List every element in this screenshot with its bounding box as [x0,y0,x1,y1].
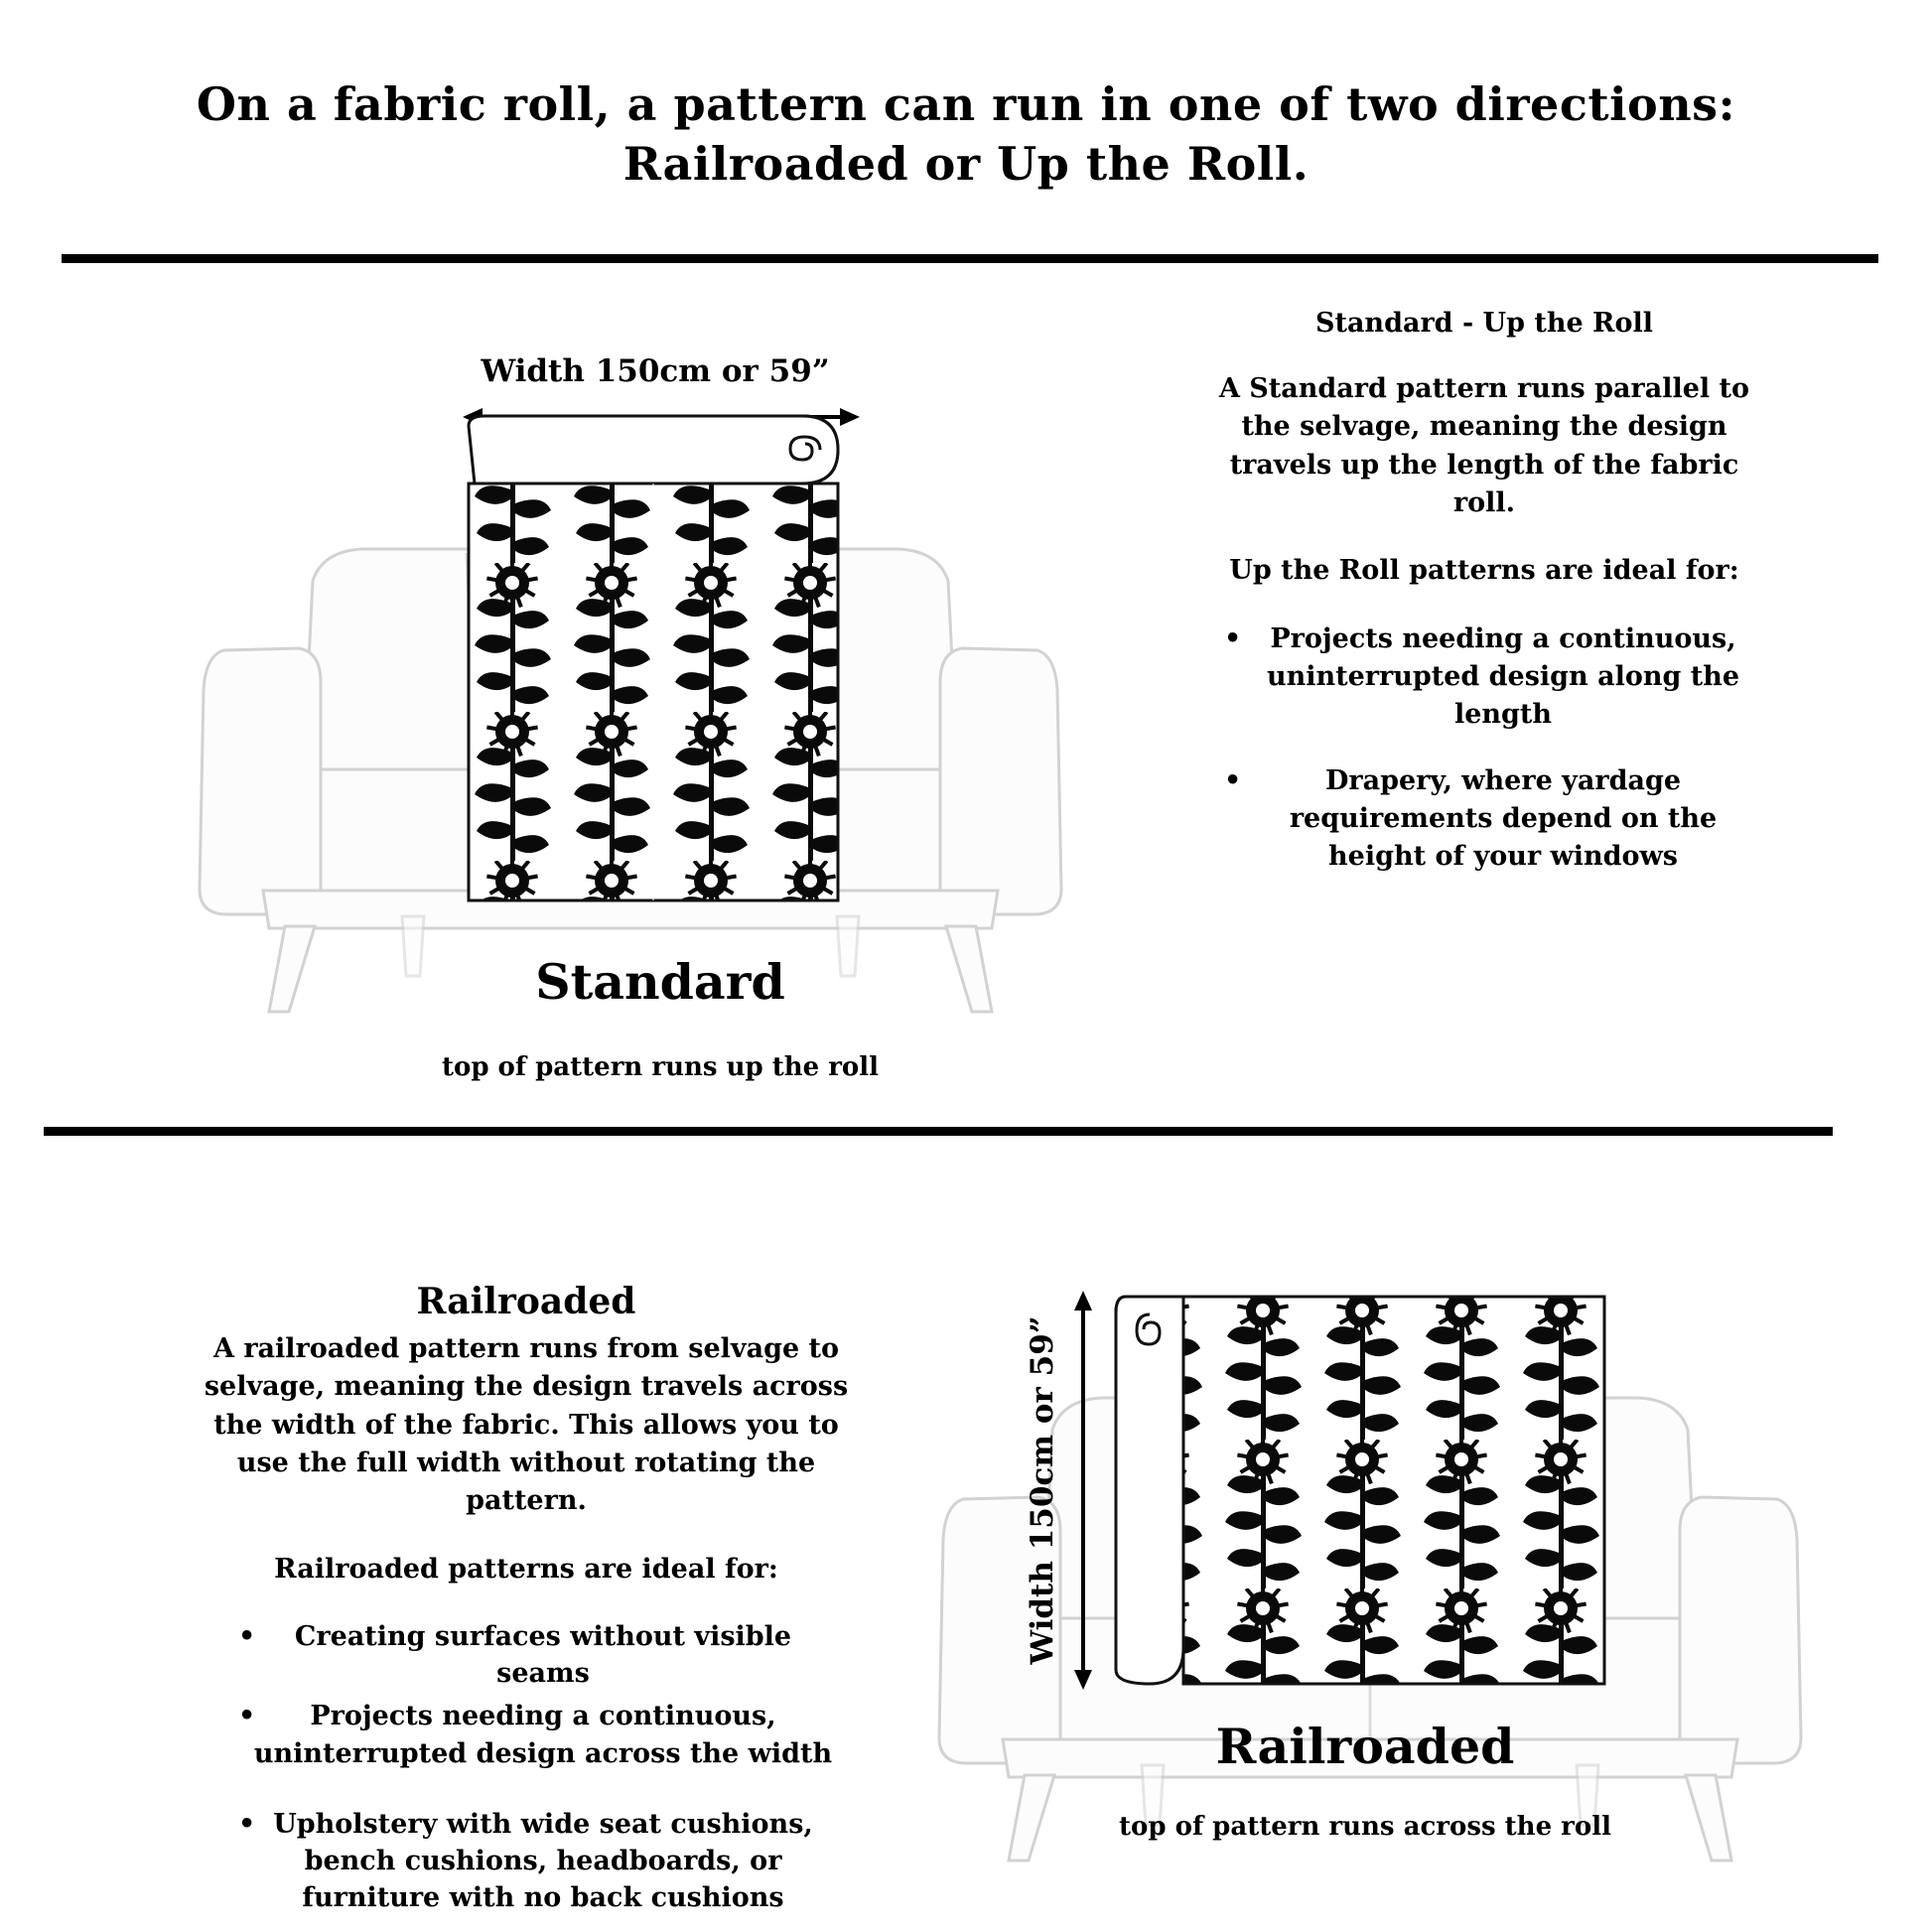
standard-bullet-list [1206,621,1762,877]
railroaded-width-label: Width 150cm or 59” [1025,1315,1060,1665]
standard-ideal-intro: Up the Roll patterns are ideal for: [1229,555,1739,587]
railroaded-bullet-list [199,1618,854,1917]
railroaded-text-block [199,1281,854,1923]
page-title-line1: On a fabric roll, a pattern can run in one of two directions: [196,77,1736,131]
railroaded-ideal-intro: Railroaded patterns are ideal for: [274,1553,778,1585]
fabric-swatch-railroaded [1114,1291,1610,1690]
standard-section [0,268,1932,1112]
railroaded-paragraph: A railroaded pattern runs from selvage to selvage, meaning the design travels across the width of the fabric. This allows you to use the full width without rotating the pattern. [204,1333,849,1517]
railroaded-caption: Railroaded [1215,1718,1515,1775]
bullet-icon: • [1224,622,1242,654]
railroaded-width-label-wrapper [1025,892,1070,1665]
standard-heading: Standard - Up the Roll [1314,308,1654,339]
standard-width-label: Width 150cm or 59” [481,353,830,389]
list-item-label: Projects needing a continuous, uninterrupted design along the length [1266,622,1740,731]
list-item [1206,621,1762,735]
list-item-label: Upholstery with wide seat cushions, bench cushions, headboards, or furniture with no back cushions [273,1808,813,1914]
list-item [199,1806,854,1917]
railroaded-subcaption: top of pattern runs across the roll [1119,1812,1611,1842]
standard-text-block [1206,308,1762,904]
divider-top [62,254,1878,263]
width-arrow-vertical [1070,1291,1096,1690]
list-item-label: Creating surfaces without visible seams [294,1620,792,1690]
page-title [0,75,1932,195]
railroaded-heading: Railroaded [416,1281,636,1322]
list-item [199,1698,854,1772]
list-item-label: Projects needing a continuous, uninterrupted design across the width [253,1701,833,1769]
list-item [199,1618,854,1693]
bullet-icon: • [238,1701,256,1732]
bullet-icon: • [1224,764,1242,796]
list-item [1206,762,1762,877]
fabric-swatch-standard [463,414,860,910]
standard-paragraph: A Standard pattern runs parallel to the selvage, meaning the design travels up the length of the fabric roll. [1218,373,1750,518]
divider-middle [44,1127,1833,1136]
bullet-icon: • [238,1808,256,1840]
railroaded-section [0,1162,1932,1932]
list-item-label: Drapery, where yardage requirements depend on the height of your windows [1289,764,1718,873]
standard-caption: Standard [535,953,785,1011]
page-title-line2: Railroaded or Up the Roll. [622,136,1310,191]
standard-subcaption: top of pattern runs up the roll [441,1052,880,1082]
bullet-icon: • [238,1620,256,1652]
